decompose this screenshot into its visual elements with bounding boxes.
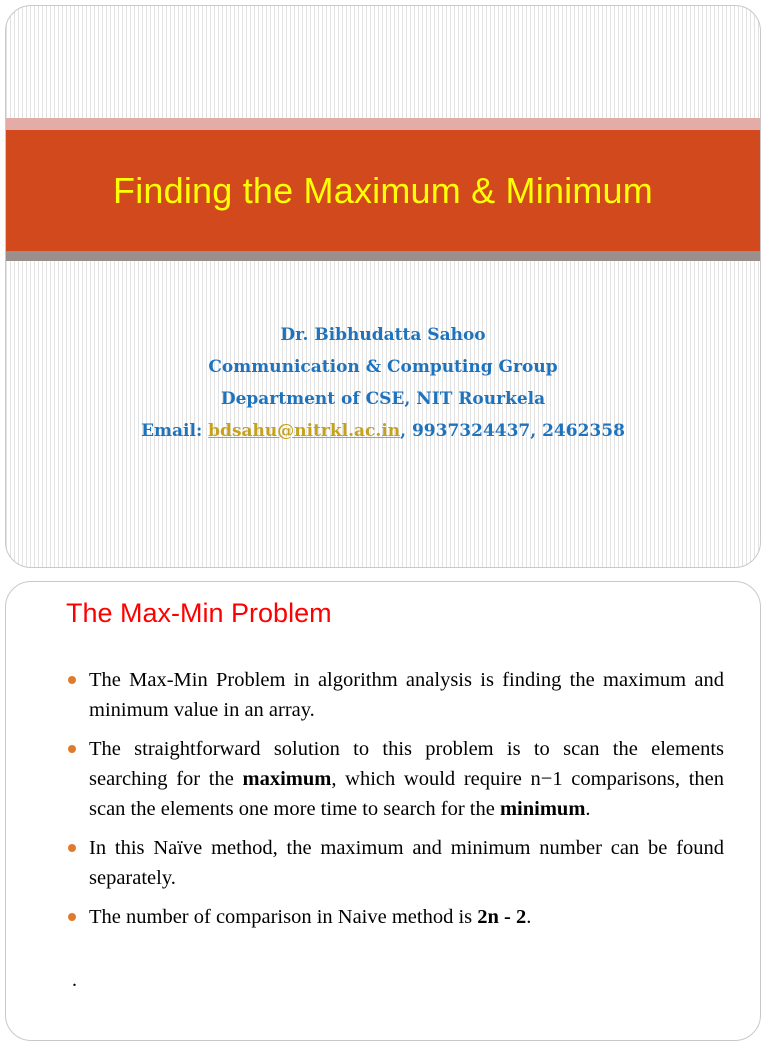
bullet-text: In this Naïve method, the maximum and minimum number can be found separately.: [89, 837, 724, 889]
slide-heading: The Max-Min Problem: [66, 598, 332, 628]
bullet-dot-icon: [68, 676, 76, 684]
phone-numbers: , 9937324437, 2462358: [400, 421, 625, 441]
author-block: [6, 319, 760, 447]
title-slide: [5, 5, 761, 568]
email-label: Email:: [141, 421, 209, 441]
bullet-text: , which would require n−1 comparisons, then scan the elements one more time to search for the: [89, 768, 724, 820]
bullet-dot-icon: [68, 745, 76, 753]
trailing-dot: .: [72, 969, 77, 991]
bullet-text: The Max-Min Problem in algorithm analysis is finding the maximum and minimum value in an array.: [89, 669, 724, 721]
title-band: [6, 130, 760, 251]
bullet-text: The number of comparison in Naive method is: [89, 906, 478, 928]
bullet-dot-icon: [68, 913, 76, 921]
bullet-bold-text: maximum: [242, 768, 332, 790]
accent-bar-top: [6, 118, 760, 130]
author-group: Communication & Computing Group: [208, 357, 558, 377]
author-name: Dr. Bibhudatta Sahoo: [280, 325, 486, 345]
list-item: [68, 665, 724, 725]
list-item: [68, 902, 724, 932]
accent-bar-bottom: [6, 251, 760, 261]
slide-title: Finding the Maximum & Minimum: [113, 169, 653, 211]
list-item: [68, 734, 724, 824]
bullet-bold-text: 2n - 2: [477, 906, 527, 928]
bullet-bold-text: minimum: [499, 798, 586, 820]
bullet-text: The straightforward solution to this problem is to scan the elements searching for the: [89, 738, 724, 790]
author-contact: [6, 415, 760, 447]
bullet-list: [68, 665, 724, 941]
email-link[interactable]: bdsahu@nitrkl.ac.in: [208, 421, 401, 441]
list-item: [68, 833, 724, 893]
bullet-text: .: [585, 798, 591, 820]
author-department: Department of CSE, NIT Rourkela: [220, 389, 546, 409]
bullet-text: .: [526, 906, 532, 928]
content-slide: [5, 581, 761, 1041]
bullet-dot-icon: [68, 844, 76, 852]
